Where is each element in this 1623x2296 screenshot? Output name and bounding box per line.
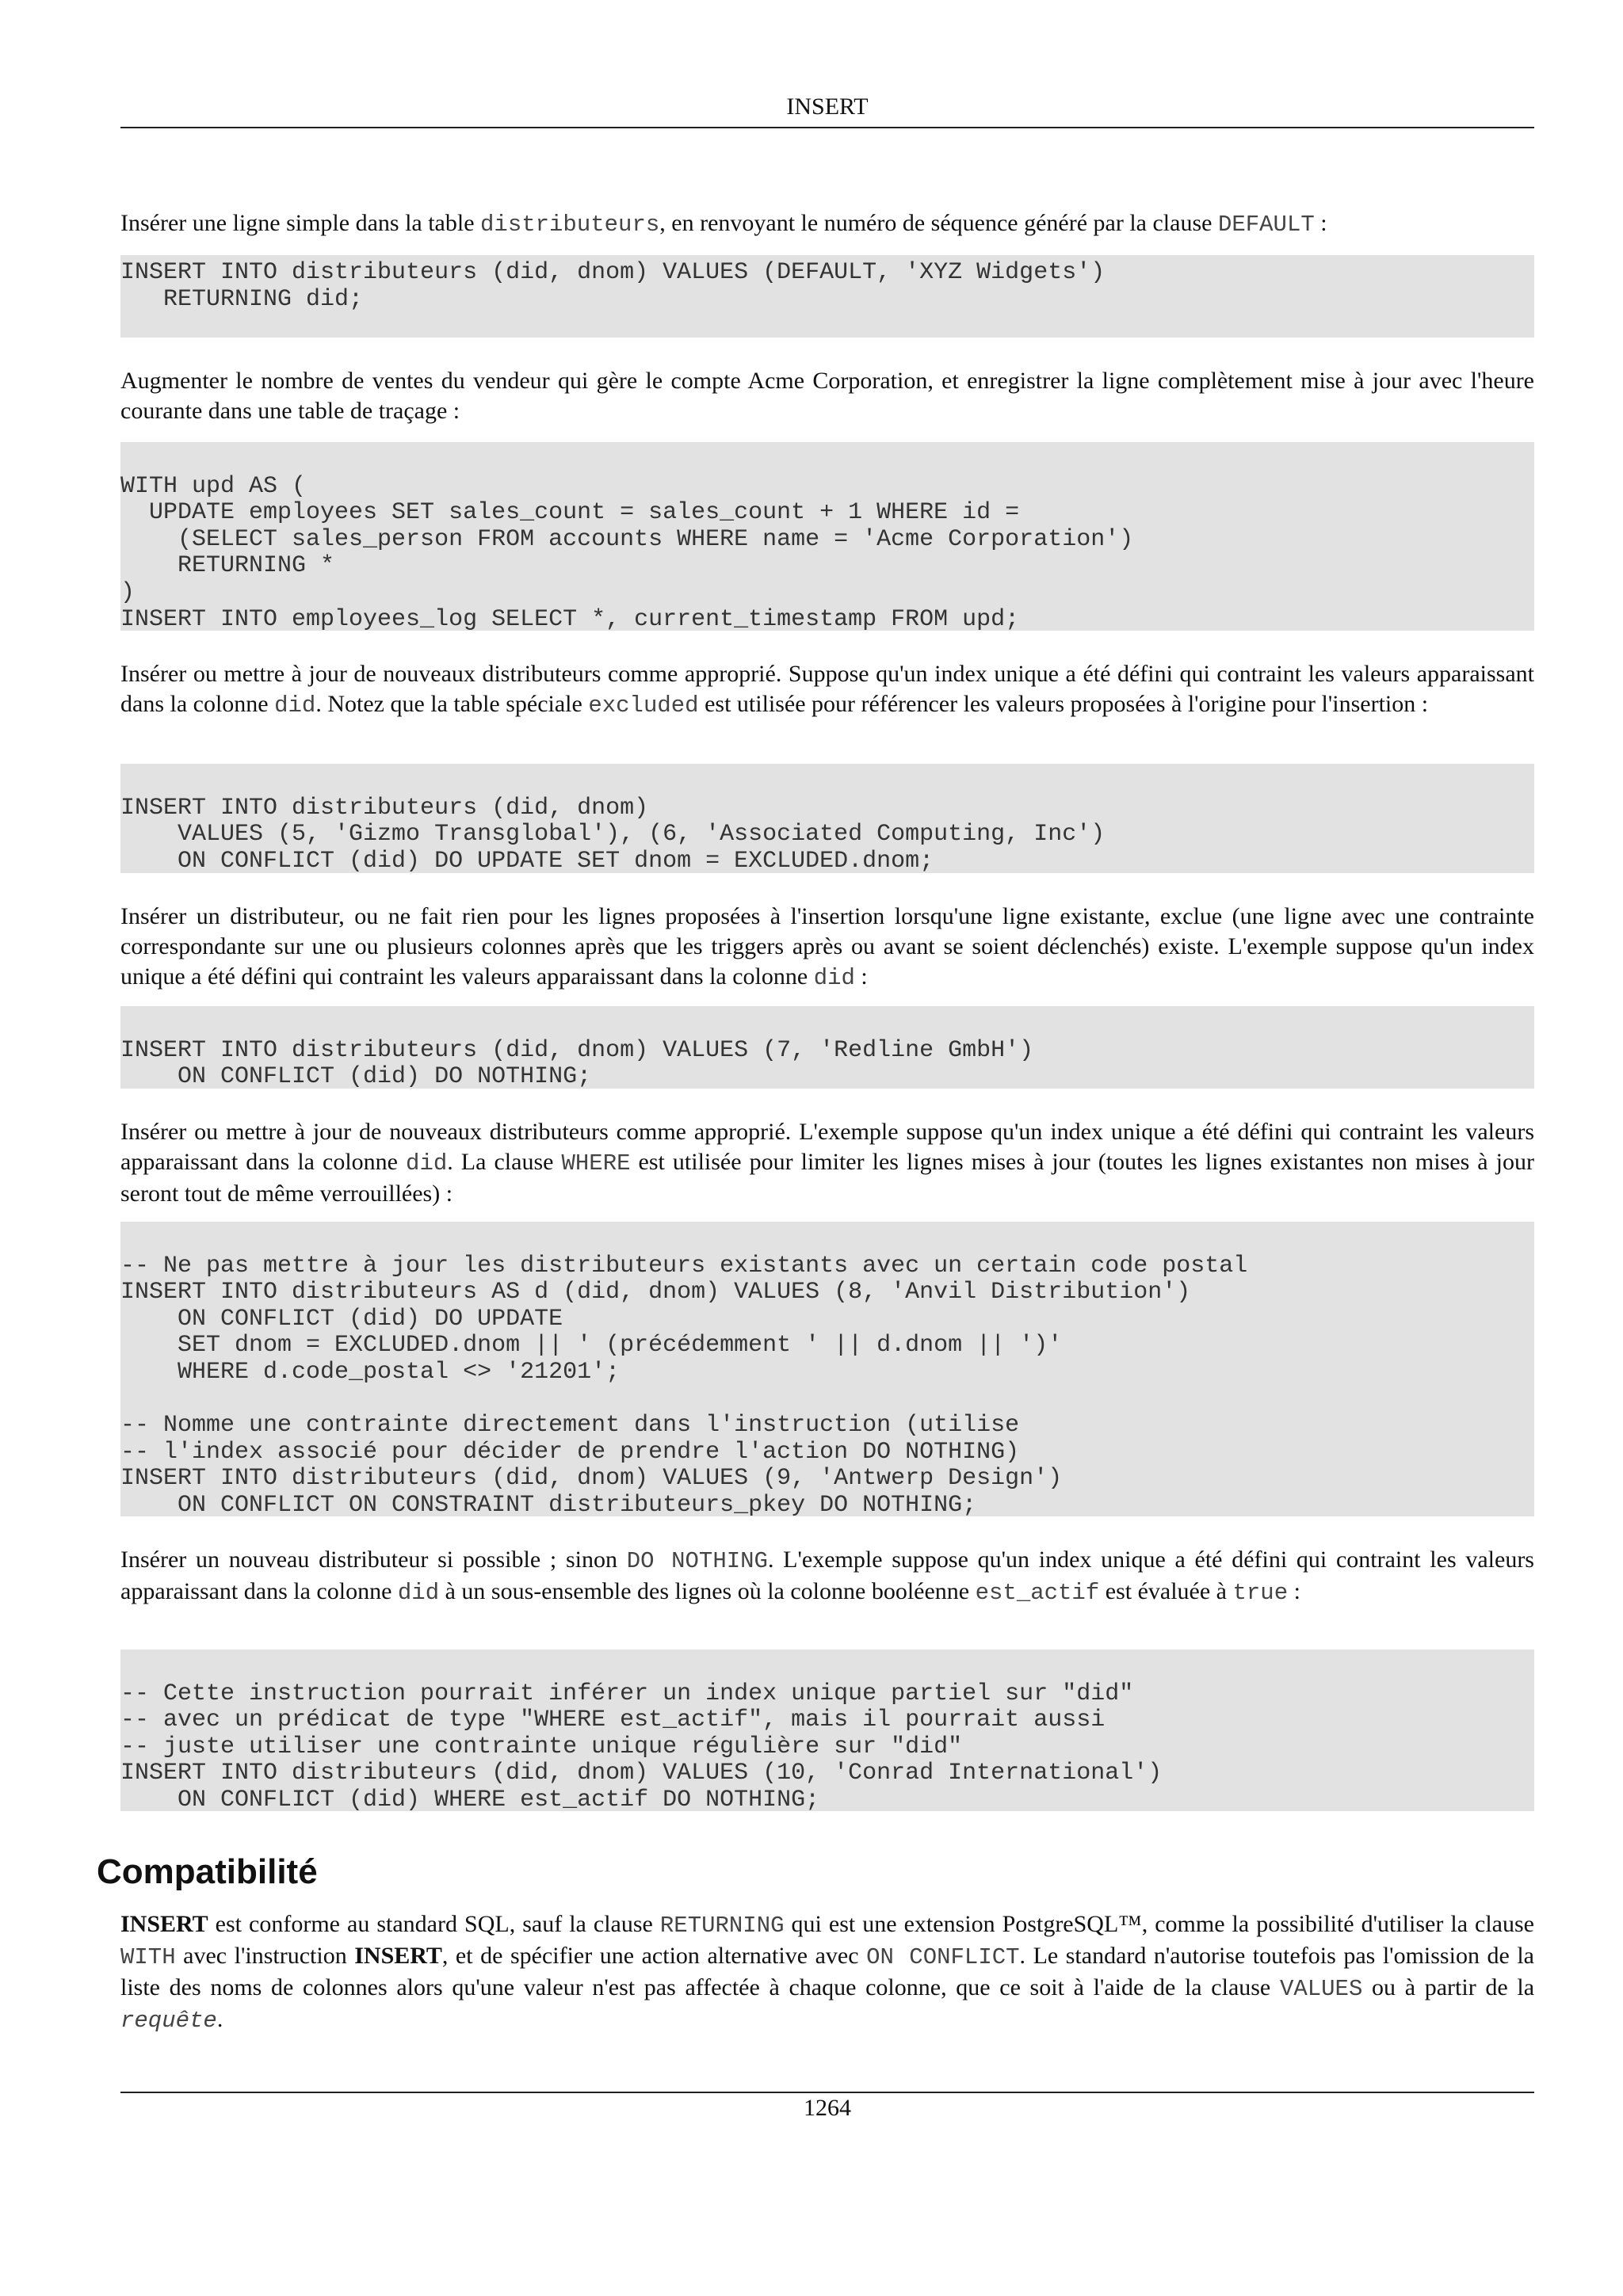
section-title-compatibilite: Compatibilité	[97, 1852, 318, 1891]
example-3-description	[120, 659, 1534, 721]
inline-code: did	[397, 1580, 440, 1606]
text-run: est utilisée pour limiter les lignes mises à jour (toutes les lignes existantes non mises à jour seront tout de même verrouillées) :	[120, 1149, 1534, 1207]
text-run: Insérer ou mettre à jour de nouveaux distributeurs comme approprié. L'exemple suppose qu'un index unique a été défini qui contraint les valeurs apparaissant dans la colonne	[120, 1119, 1534, 1175]
running-header: INSERT	[786, 93, 869, 120]
text-run: est conforme au standard SQL, sauf la clause	[208, 1911, 660, 1937]
inline-code: WITH	[120, 1944, 176, 1970]
example-5-code: -- Ne pas mettre à jour les distributeurs existants avec un certain code postal INSERT INTO distributeurs AS d (did, dnom) VALUES (8, 'Anvil Distribution') ON CONFLICT (did) DO UPDATE SET dnom = EXCLUDED.dnom || ' (précédemment ' || d.dnom || ')' WHERE d.code_postal <> '21201'; -- Nomme une contrainte directement dans l'instruction (utilise -- l'index associé pour décider de prendre l'action DO NOTHING) INSERT INTO distributeurs (did, dnom) VALUES (9, 'Antwerp Design') ON CONFLICT ON CONSTRAINT distributeurs_pkey DO NOTHING;	[120, 1222, 1534, 1516]
inline-code: did	[813, 965, 855, 991]
header-rule	[120, 127, 1534, 128]
example-2-code: WITH upd AS ( UPDATE employees SET sales_count = sales_count + 1 WHERE id = (SELECT sales_person FROM accounts WHERE name = 'Acme Corporation') RETURNING * ) INSERT INTO employees_log SELECT *, current_timestamp FROM upd;	[120, 442, 1534, 631]
text-run: avec l'instruction	[175, 1943, 355, 1969]
compatibility-paragraph	[120, 1909, 1534, 2036]
example-1-description	[120, 208, 1534, 240]
text-run: qui est une extension PostgreSQL™, comme la possibilité d'utiliser la clause	[784, 1911, 1534, 1937]
text-run: à un sous-ensemble des lignes où la colonne booléenne	[439, 1578, 976, 1604]
example-1-code: INSERT INTO distributeurs (did, dnom) VALUES (DEFAULT, 'XYZ Widgets') RETURNING did;	[120, 255, 1534, 338]
page-number: 1264	[804, 2095, 851, 2121]
inline-code: did	[274, 692, 316, 719]
text-run: Insérer un nouveau distributeur si possible ; sinon	[120, 1547, 627, 1573]
inline-code: DO NOTHING	[626, 1548, 768, 1574]
inline-code: excluded	[588, 692, 699, 719]
text-run: Augmenter le nombre de ventes du vendeur qui gère le compte Acme Corporation, et enregistrer la ligne complètement mise à jour avec l'heure courante dans une table de traçage :	[120, 368, 1534, 424]
text-run: , en renvoyant le numéro de séquence généré par la clause	[659, 210, 1218, 236]
command-name: INSERT	[354, 1943, 442, 1969]
text-run: :	[1314, 210, 1327, 236]
text-run: . La clause	[447, 1149, 562, 1175]
text-run: .	[216, 2006, 223, 2032]
text-run: Insérer une ligne simple dans la table	[120, 210, 481, 236]
command-name: INSERT	[120, 1911, 208, 1937]
example-3-code: INSERT INTO distributeurs (did, dnom) VALUES (5, 'Gizmo Transglobal'), (6, 'Associated Computing, Inc') ON CONFLICT (did) DO UPDATE SET dnom = EXCLUDED.dnom;	[120, 764, 1534, 873]
inline-code: true	[1232, 1580, 1289, 1606]
example-6-code: -- Cette instruction pourrait inférer un index unique partiel sur "did" -- avec un prédicat de type "WHERE est_actif", mais il pourrait aussi -- juste utiliser une contrainte unique régulière sur "did" INSERT INTO distributeurs (did, dnom) VALUES (10, 'Conrad International') ON CONFLICT (did) WHERE est_actif DO NOTHING;	[120, 1650, 1534, 1811]
example-5-description	[120, 1117, 1534, 1209]
text-run: . Notez que la table spéciale	[315, 691, 589, 717]
example-6-description	[120, 1545, 1534, 1608]
inline-code: RETURNING	[659, 1913, 785, 1939]
text-run: , et de spécifier une action alternative avec	[441, 1943, 867, 1969]
example-2-description	[120, 366, 1534, 426]
example-4-code: INSERT INTO distributeurs (did, dnom) VALUES (7, 'Redline GmbH') ON CONFLICT (did) DO NOTHING;	[120, 1006, 1534, 1089]
text-run: :	[854, 963, 868, 990]
inline-code: VALUES	[1279, 1976, 1363, 2002]
inline-code: did	[406, 1150, 448, 1177]
inline-code: distributeurs	[480, 212, 660, 238]
text-run: . L'exemple suppose qu'un index unique a été défini qui contraint les valeurs apparaissant dans la colonne	[120, 1547, 1534, 1604]
text-run: est utilisée pour référencer les valeurs proposées à l'origine pour l'insertion :	[698, 691, 1429, 717]
inline-code: ON CONFLICT	[866, 1944, 1020, 1970]
text-run: :	[1288, 1578, 1300, 1604]
replaceable-term: requête	[120, 2008, 217, 2034]
inline-code: WHERE	[561, 1150, 631, 1177]
example-4-description	[120, 902, 1534, 994]
inline-code: est_actif	[975, 1580, 1100, 1606]
text-run: Insérer ou mettre à jour de nouveaux distributeurs comme approprié. Suppose qu'un index unique a été défini qui contraint les valeurs apparaissant dans la colonne	[120, 661, 1534, 717]
text-run: . Le standard n'autorise toutefois pas l'omission de la liste des noms de colonnes alors qu'une valeur n'est pas affectée à chaque colonne, que ce soit à l'aide de la clause	[120, 1943, 1534, 2000]
text-run: est évaluée à	[1099, 1578, 1233, 1604]
text-run: ou à partir de la	[1362, 1974, 1535, 2000]
text-run: Insérer un distributeur, ou ne fait rien pour les lignes proposées à l'insertion lorsqu'une ligne existante, exclue (une ligne avec une contrainte correspondante sur une ou plusieurs colonnes après que les triggers après ou avant se soient déclenchés) existe. L'exemple suppose qu'un index unique a été défini qui contraint les valeurs apparaissant dans la colonne	[120, 903, 1534, 990]
inline-code: DEFAULT	[1217, 212, 1315, 238]
footer-rule	[120, 2092, 1534, 2093]
